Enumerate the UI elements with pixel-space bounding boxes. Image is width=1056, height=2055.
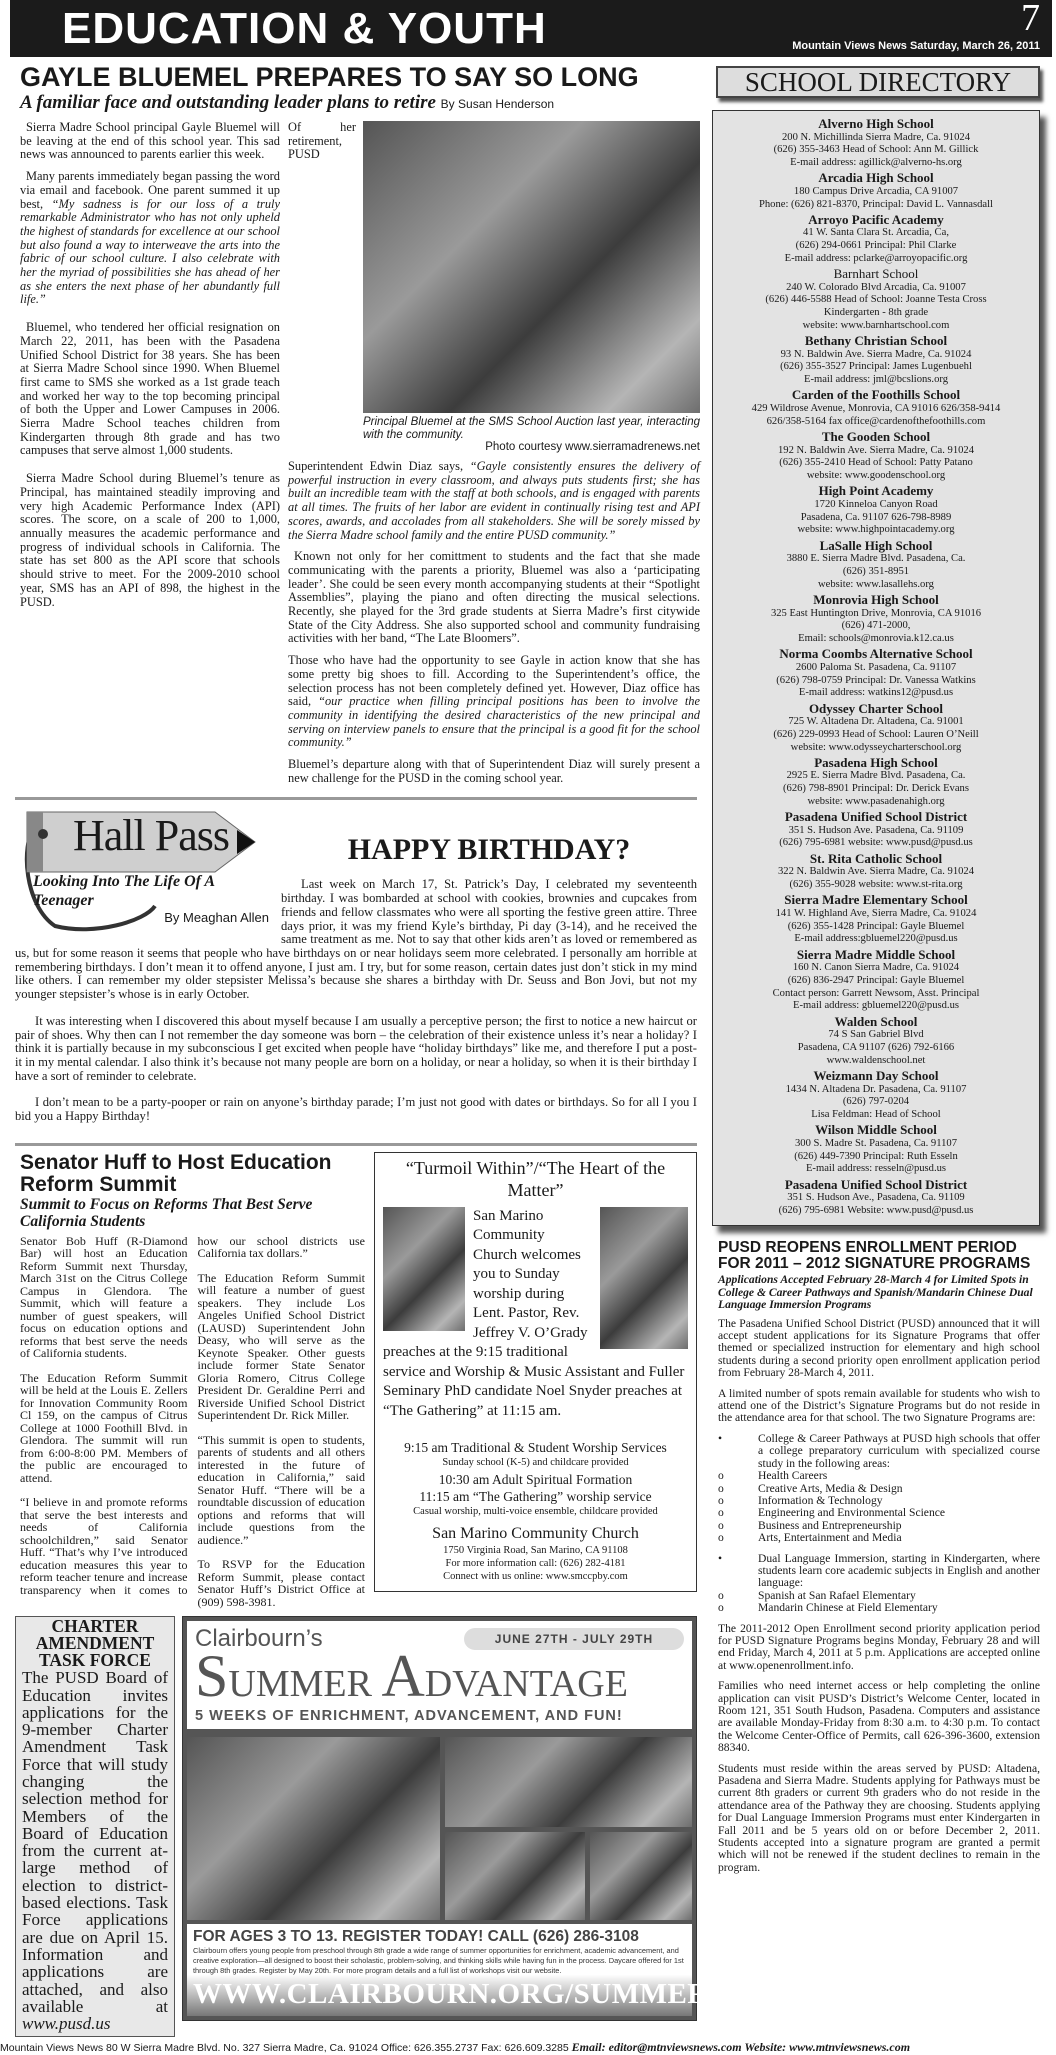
sub-item-text: Business and Entrepreneurship	[758, 1518, 902, 1532]
ad-photos	[187, 1737, 692, 1920]
service-3: 11:15 am “The Gathering” worship service	[419, 1489, 652, 1505]
school-detail: (626) 795-6981 website: www.pusd@pusd.us	[779, 837, 973, 849]
paragraph: The Education Reform Summit will be held at the Louis E. Zellers for Innovation Community Room Cl 159, on the campus of Citrus College at 1000 Foothill Blvd. in Glendora. The summit will run from 6:00-8:00 PM. Members of the public are encouraged to attend.	[20, 1370, 188, 1485]
school-detail: 160 N. Canon Sierra Madre, Ca. 91024	[792, 962, 960, 974]
ad-summer: UMMER	[228, 1663, 372, 1706]
text: Of her retirement, PUSD Superintendent Edwin Diaz says,	[288, 120, 470, 473]
logo-tagline: Looking Into The Life Of A Teenager	[33, 873, 215, 910]
directory-entry	[717, 267, 1035, 332]
paragraph: I don’t mean to be a party-pooper or rain on anyone’s birthday parade; I’m just not good with dates or birthdays. So for all I you I bid you a Happy Birthday!	[15, 1095, 697, 1124]
bullet-text: Dual Language Immersion, starting in Kindergarten, where students learn core academic subjects in English and another language:	[758, 1551, 1040, 1590]
school-detail: (626) 798-8901 Principal: Dr. Derick Evans	[783, 783, 969, 795]
pusd-body	[718, 1318, 1040, 1875]
school-detail: 93 N. Baldwin Ave. Sierra Madre, Ca. 91024	[780, 348, 972, 360]
page-body	[0, 62, 1056, 2037]
school-name: St. Rita Catholic School	[809, 850, 943, 866]
school-detail: (626) 836-2947 Principal: Gayle Bluemel	[787, 974, 965, 986]
ad-description: Clairbourn offers young people from preschool through 8th grade a wide range of summer opportunities for enrichment, academic advancement, and creative exploration—all designed to boost their scholastic, problem-solving, and thinking skills while having fun in the process. Daycare offered for 1st through 8th grades. Register by May 20th. For more program details and a full list of workshops visit our website.	[193, 1946, 684, 1976]
school-detail: 200 N. Michillinda Sierra Madre, Ca. 91024	[781, 131, 970, 143]
paragraph: The Pasadena Unified School District (PUSD) announced that it will accept student applications for its Signature Programs that offer themed or specialized instruction for elementary and high school students during a second priority open enrollment application period from February 28-March 4, 2011.	[718, 1316, 1040, 1380]
school-directory	[712, 110, 1040, 1226]
clairbourn-ad	[182, 1616, 718, 2021]
school-detail: Kindergarten - 8th grade	[823, 307, 929, 319]
directory-entry	[717, 1123, 1035, 1176]
church-name: San Marino Community Church	[432, 1525, 639, 1543]
sub-item-text: Health Careers	[758, 1469, 828, 1483]
lead-column-1	[20, 121, 280, 617]
sub-item-text: Engineering and Environmental Science	[758, 1506, 946, 1520]
directory-entry	[717, 893, 1035, 946]
pathway-areas	[718, 1470, 1040, 1544]
footer-address: Mountain Views News 80 W Sierra Madre Blvd. No. 327 Sierra Madre, Ca. 91024 Office: 626.355.2737 Fax: 626.609.3285	[0, 2042, 572, 2055]
computer-photo	[445, 1737, 692, 1827]
circle-bullet-icon: o	[718, 1469, 724, 1483]
school-name: Wilson Middle School	[815, 1122, 937, 1138]
directory-entry	[717, 1015, 1035, 1068]
directory-entry	[717, 948, 1035, 1013]
paragraph: Sierra Madre School principal Gayle Bluemel will be leaving at the end of this school year. This sad news was announced to parents earlier this week.	[20, 120, 280, 162]
school-name: Alverno High School	[818, 116, 934, 131]
directory-entry	[717, 334, 1035, 387]
directory-entry	[717, 1178, 1035, 1218]
directory-entry	[717, 171, 1035, 211]
huff-subhead: Summit to Focus on Reforms That Best Serve California Students	[20, 1195, 313, 1230]
lead-article	[20, 120, 700, 793]
school-detail: E-mail address:gbluemel220@pusd.us	[794, 933, 958, 945]
kite-photo	[187, 1737, 440, 1920]
quote: “our practice when filling principal positions has been to involve the community in identifying the desired characteristics of the new principal and serving on interview panels to ensure that the principal is a good fit for the school community.”	[288, 694, 700, 750]
birthday-title: HAPPY BIRTHDAY?	[347, 833, 631, 867]
school-detail: (626) 355-9028 website: www.st-rita.org	[789, 879, 963, 891]
text: Many parents immediately began passing the word via email and facebook. One parent summed it up best,	[20, 169, 280, 211]
quote: “My sadness is for our loss of a truly remarkable Administrator who has not only upheld the highest of standards for excellence at our school but also found a way to interweave the arts into the fabric of our school culture. I also celebrate with her the myriad of possibilities she has ahead of her as she enters the next phase of her abundantly full life.”	[20, 196, 280, 307]
school-directory-title: SCHOOL DIRECTORY	[716, 66, 1040, 98]
directory-entry	[717, 852, 1035, 892]
school-detail: 2925 E. Sierra Madre Blvd. Pasadena, Ca.	[786, 770, 966, 782]
school-detail: 325 East Huntington Drive, Monrovia, CA 91016	[770, 607, 982, 619]
school-name: High Point Academy	[818, 483, 934, 499]
huff-article	[20, 1152, 365, 1609]
circle-bullet-icon: o	[718, 1601, 724, 1615]
ad-program-name	[195, 1643, 684, 1710]
school-detail: website: www.odysseycharterschool.org	[790, 741, 962, 753]
school-detail: 322 N. Baldwin Ave. Sierra Madre, Ca. 91024	[777, 866, 975, 878]
ad-header-row	[195, 1625, 684, 1653]
sub-item-text: Information & Technology	[758, 1493, 883, 1507]
school-detail: E-mail address: gbluemel220@pusd.us	[793, 1000, 959, 1012]
school-name: Weizmann Day School	[813, 1067, 939, 1083]
school-detail: 180 Campus Drive Arcadia, CA 91007	[793, 185, 959, 197]
school-name: Barnhart School	[833, 266, 919, 282]
school-name: Sierra Madre Middle School	[796, 946, 956, 962]
school-detail: website: www.barnhartschool.com	[802, 319, 950, 331]
ad-dates: JUNE 27TH - JULY 29TH	[464, 1628, 684, 1650]
paragraph: Known not only for her comittment to students and the fact that she made communicating with the parents a priority, Bluemel was also a ‘participating leader’. She could be seen every month accompanying students at their “Spotlight Assemblies”, playing the piano and often directing the musical selections. Recently, she played for the 3rd grade students at Sierra Madre’s first citywide State of the City Address. She also supported school and community fundraising activities with her band, “The Late Bloomers”.	[288, 549, 700, 646]
directory-entry	[717, 539, 1035, 592]
ad-url[interactable]: WWW.CLAIRBOURN.ORG/SUMMER/	[193, 1978, 718, 2011]
page-number: 7	[1021, 0, 1040, 39]
directory-entry	[717, 213, 1035, 266]
school-name: Arroyo Pacific Academy	[808, 211, 944, 227]
byline: By Susan Henderson	[440, 97, 555, 111]
directory-entry	[717, 647, 1035, 700]
directory-entry	[717, 593, 1035, 646]
ad-big-s: S	[195, 1643, 229, 1710]
huff-row	[15, 1152, 697, 1609]
school-name: Bethany Christian School	[804, 333, 948, 349]
school-detail: Lisa Feldman: Head of School	[811, 1108, 941, 1120]
logo-title: Hall Pass	[73, 811, 229, 861]
school-detail: 3880 E. Sierra Madre Blvd. Pasadena, Ca.	[786, 553, 966, 565]
service-times	[383, 1421, 688, 1583]
directory-entry	[717, 702, 1035, 755]
section-title: EDUCATION & YOUTH	[62, 4, 547, 53]
boy-photo	[590, 1832, 692, 1920]
bottom-row	[15, 1616, 718, 2037]
photo-credit: Photo courtesy www.sierramadrenews.net	[485, 441, 700, 453]
ad-footer	[187, 1924, 718, 2016]
bullet	[718, 1433, 1040, 1470]
school-detail: Pasadena, Ca. 91107 626-798-8989	[800, 511, 952, 523]
quote: “Gayle consistently ensures the delivery of powerful instruction in every classroom, and always puts students first; she has built an incredible team with the staff at both schools, and is engaged with parents at all times. The fruits of her labor are evident in continually rising test and API scores, awards, and accolades from all stakeholders. She will be sorely missed by the Sierra Madre school family and the entire PUSD community.”	[288, 459, 700, 542]
sub-item-text: Mandarin Chinese at Field Elementary	[758, 1601, 938, 1615]
school-detail: E-mail address: pclarke@arroyopacific.org	[784, 252, 968, 264]
masthead	[10, 0, 1052, 57]
school-name: Monrovia High School	[813, 591, 939, 607]
blurb-part-1: San Marino Community Church welcomes you to Sunday worship during Lent. Pastor, Rev. Jeffrey V. O’Grady preaches at the 9:15 traditional	[383, 1207, 588, 1361]
paragraph: Senator Bob Huff (R-Diamond Bar) will host an Education Reform Summit next Thursday, March 31st on the Citrus College Campus in Glendora. The Summit, which will feature a number of guest speakers, will focus on education options and reforms that best serve the needs of California students.	[20, 1233, 188, 1361]
photo-caption: Principal Bluemel at the SMS School Auction last year, interacting with the community.	[363, 416, 700, 441]
lead-subhead	[20, 92, 697, 115]
paragraph: Last week on March 17, St. Patrick’s Day, I celebrated my seventeenth birthday. I was bombarded at school with cookies, brownies and cupcakes from friends and fellow classmates who were all sporting the festive green attire. Three days prior, it was my friend Kyle’s birthday, Pi day (3-14), and he received the same treatment as me. Not to say that other kids aren’t as loved or remembered as us, but for some reason it seems that people who have birthdays on or near holidays seem more celebrated. I personally am horrible at remembering birthdays. I don’t mean it to offend anyone, I just am. I try, but for some reason, certain dates just don’t stick in my mind like others. I can remember my older stepsister Melissa’s because she shares a birthday with Dr. Seuss and Bon Jovi, but not my younger stepsister’s whose is in early October.	[15, 877, 697, 1002]
sub-item	[718, 1470, 1040, 1482]
school-detail: E-mail address: resseln@pusd.us	[805, 1163, 947, 1175]
school-detail: (626) 355-2410 Head of School: Patty Patano	[779, 457, 973, 469]
school-name: Norma Coombs Alternative School	[779, 646, 973, 662]
school-detail: 240 W. Colorado Blvd Arcadia, Ca. 91007	[786, 281, 966, 293]
huff-headline: Senator Huff to Host Education Reform Summit	[20, 1150, 332, 1196]
directory-entry	[717, 1069, 1035, 1122]
service-1-note: Sunday school (K-5) and childcare provided	[442, 1457, 629, 1469]
school-detail: 192 N. Baldwin Ave. Sierra Madre, Ca. 91024	[777, 444, 975, 456]
church-ad	[374, 1152, 697, 1593]
circle-bullet-icon: o	[718, 1588, 724, 1602]
paragraph: It was interesting when I discovered this about myself because I am usually a perceptive person; the first to notice a new haircut or pair of shoes. Why then can I not remember the day someone was born – the celebration of their existence unless it’s near a holiday? I think it is partially because in my subconscious I get excited when people have “holiday birthdays” like me, and therefore I put a post-it in my mental calendar. I also think it’s because not many people are born on a holiday, or near a holiday, so when it is their birthday I have a sort of reminder to celebrate.	[15, 1013, 697, 1083]
service-2: 10:30 am Adult Spiritual Formation	[438, 1472, 633, 1488]
school-name: Pasadena High School	[814, 754, 938, 770]
school-name: Carden of the Foothills School	[791, 387, 961, 403]
subhead-text: A familiar face and outstanding leader plans to retire	[20, 92, 436, 113]
lead-column-2	[288, 121, 700, 793]
church-ad-title: “Turmoil Within”/“The Heart of the Matter”	[405, 1157, 666, 1200]
service-3-note: Casual worship, multi-voice ensemble, childcare provided	[413, 1506, 658, 1518]
school-detail: (626) 798-0759 Principal: Dr. Vanessa Watkins	[776, 674, 976, 686]
paragraph: “I believe in and promote reforms that serve the best interests and needs of California schoolchildren,” said Senator Huff. “That’s why I’ve introduced education measures this year to reform teacher tenure and increase transparency when it comes to how our school districts use California tax dollars.”	[20, 1233, 365, 1597]
school-detail: (626) 294-0661 Principal: Phil Clarke	[795, 240, 957, 252]
school-detail: (626) 446-5588 Head of School: Joanne Testa Cross	[765, 294, 987, 306]
school-name: Arcadia High School	[818, 170, 934, 186]
school-detail: 300 S. Madre St. Pasadena, Ca. 91107	[794, 1137, 958, 1149]
school-detail: website: www.pasadenahigh.org	[807, 795, 945, 807]
directory-entry	[717, 484, 1035, 537]
school-name: Odyssey Charter School	[808, 700, 944, 716]
hall-pass-column	[15, 806, 697, 1138]
paragraph: To RSVP for the Education Reform Summit, please contact Senator Huff’s District Office at (909) 598-3981.	[197, 1557, 365, 1609]
school-detail: Phone: (626) 821-8370, Principal: David L. Vannasdall	[758, 198, 993, 210]
sub-item	[718, 1532, 1040, 1544]
divider	[15, 1143, 697, 1146]
school-detail: (626) 355-1428 Principal: Gayle Bluemel	[787, 920, 965, 932]
issue-date: Mountain Views News Saturday, March 26, 2011	[792, 40, 1040, 52]
school-detail: 41 W. Santa Clara St. Arcadia, Ca,	[803, 227, 949, 239]
circle-bullet-icon: o	[718, 1506, 724, 1520]
church-website[interactable]: Connect with us online: www.smccpby.com	[443, 1571, 628, 1583]
school-detail: 141 W. Highland Ave, Sierra Madre, Ca. 91024	[775, 907, 977, 919]
right-column	[712, 66, 1040, 1882]
left-column	[15, 62, 718, 2037]
school-detail: (626) 351-8951	[842, 565, 910, 577]
sub-item-text: Spanish at San Rafael Elementary	[758, 1588, 916, 1602]
paragraph	[20, 170, 280, 307]
school-detail: website: www.goodenschool.org	[806, 470, 946, 482]
divider	[15, 797, 697, 800]
bullet-icon: •	[718, 1431, 723, 1445]
directory-entry	[717, 810, 1035, 850]
directory-entry	[717, 117, 1035, 170]
paragraph: Sierra Madre School during Bluemel’s tenure as Principal, has maintained steadily improving and very high Academic Performance Index (API) scores. The score, on a scale of 200 to 1,000, annually measures the academic performance and progress of individual schools in California. The state has set 800 as the API score that schools should strive to meet. For the 2009-2010 school year, SMS has an API of 898, the highest in the PUSD.	[20, 471, 280, 609]
photo-block	[363, 121, 700, 454]
circle-bullet-icon: o	[718, 1481, 724, 1495]
school-name: Sierra Madre Elementary School	[784, 892, 968, 908]
paragraph: The 2011-2012 Open Enrollment second priority application period for PUSD Signature Programs begins Monday, February 28 and will end Friday, March 4, 2011 at 5 p.m. Applications are accepted online at www.openenrollment.info.	[718, 1621, 1040, 1672]
language-programs	[718, 1590, 1040, 1615]
paragraph: Bluemel’s departure along with that of Superintendent Diaz will surely present a new challenge for the PUSD in the coming school year.	[288, 757, 700, 785]
bullet	[718, 1553, 1040, 1590]
school-detail: (626) 229-0993 Head of School: Lauren O’Neill	[773, 728, 979, 740]
paragraph: Families who need internet access or help completing the online application can visit PUSD’s District’s Welcome Center, located in Room 121, 351 South Hudson, Pasadena. Computers and assistance are available Monday-Friday from 8:30 a.m. to 4:30 p.m. To contact the Welcome Center-Office of Permits, call 626-396-3600, extension 88340.	[718, 1679, 1040, 1755]
school-detail: 626/358-5164 fax office@cardenofthefoothills.com	[766, 415, 986, 427]
text: Those who have had the opportunity to see Gayle in action know that she has some pretty big shoes to fill. According to the Superintendent’s office, the selection process has not been completely defined yet. However, Diaz office has said,	[288, 653, 700, 709]
sub-item-text: Arts, Entertainment and Media	[758, 1531, 902, 1545]
school-detail: www.waldenschool.net	[826, 1054, 926, 1066]
assistant-photo	[600, 1207, 688, 1349]
bullet-icon: •	[718, 1551, 723, 1565]
column-byline: By Meaghan Allen	[164, 910, 269, 926]
service-1: 9:15 am Traditional & Student Worship Services	[404, 1440, 667, 1456]
lead-headline: GAYLE BLUEMEL PREPARES TO SAY SO LONG	[20, 62, 639, 92]
sub-item	[718, 1602, 1040, 1614]
school-detail: website: www.highpointacademy.org	[797, 524, 955, 536]
school-name: LaSalle High School	[819, 537, 933, 553]
school-detail: Email: schools@monrovia.k12.ca.us	[798, 632, 954, 644]
ad-cta: FOR AGES 3 TO 13. REGISTER TODAY! CALL (626) 286-3108	[193, 1928, 639, 1946]
pusd-enrollment-article	[718, 1240, 1040, 1874]
paragraph: Bluemel, who tendered her official resignation on March 22, 2011, has been with the Pasadena Unified School District for 38 years. She has been at Sierra Madre School since 1990. When Bluemel first came to SMS she worked as a 1st grade teach and worked her way to the top becoming principal of both the Upper and Lower Campuses in 2006. Sierra Madre School teaches children from Kindergarten through 8th grade and has two campuses that serve almost 1,000 students.	[20, 320, 280, 458]
ad-big-a: A	[381, 1643, 425, 1710]
text: The PUSD Board of Education invites applications for the 9-member Charter Amendment Task Force that will study changing the selection method for Members of the Board of Education from the current at-large method of election to district-based elections. Task Force applications are due on April 15. Information and applications are attached, and also available at	[22, 1668, 168, 2016]
pusd-link[interactable]: www.pusd.us	[22, 2014, 111, 2034]
charter-body	[22, 1669, 168, 2032]
school-detail: Pasadena, CA 91107 (626) 792-6166	[797, 1041, 955, 1053]
school-detail: website: www.lasallehs.org	[818, 578, 934, 590]
school-name: The Gooden School	[821, 429, 931, 445]
school-detail: (626) 355-3527 Principal: James Lugenbuehl	[780, 361, 972, 373]
pusd-subhead: Applications Accepted February 28-March 4 for Limited Spots in College & Career Pathways and Spanish/Mandarin Chinese Dual Language Immersion Programs	[718, 1273, 1033, 1312]
directory-entry	[717, 756, 1035, 809]
sub-item-text: Creative Arts, Media & Design	[758, 1481, 903, 1495]
ad-header	[187, 1621, 692, 1729]
pastor-photo	[383, 1207, 465, 1331]
ad-brand: Clairbourn’s	[195, 1625, 323, 1653]
directory-entry	[717, 430, 1035, 483]
school-detail: 74 S San Gabriel Blvd	[828, 1029, 924, 1041]
hall-pass-logo	[15, 806, 273, 936]
blurb-part-2: service and Worship & Music Assistant and Fuller Seminary PhD candidate Noel Snyder preaches at “The Gathering” at 11:15 am.	[383, 1363, 685, 1419]
page-footer	[0, 2041, 1056, 2055]
school-detail: 351 S. Hudson Ave. Pasadena, Ca. 91109	[788, 824, 964, 836]
school-detail: 351 S. Hudson Ave., Pasadena, Ca. 91109	[787, 1192, 965, 1204]
paragraph: Students must reside within the areas served by PUSD: Altadena, Pasadena and Sierra Madre. Students applying for Pathways must be current 8th graders or current 9th graders who do not reside in the attendance area of the Pathway they are choosing. Students applying for Dual Language Immersion Programs must enter Kindergarten in Fall 2011 and be 5 years old on or before December 2, 2011. Students accepted into a signature program are granted a permit which will not be renewed if the student declines to remain in the program.	[718, 1761, 1040, 1874]
school-detail: E-mail address: watkins12@pusd.us	[798, 687, 954, 699]
school-detail: 429 Wildrose Avenue, Monrovia, CA 91016 626/358-9414	[751, 403, 1001, 415]
paragraph: The Education Reform Summit will feature a number of guest speakers. They include Los Angeles Unified School District (LAUSD) Superintendent John Deasy, who will serve as the Keynote Speaker. Other guests include former State Senator Gloria Romero, Citrus College President Dr. Geraldine Perri and Riverside Unified School District Superintendent Dr. Rick Miller.	[197, 1270, 365, 1423]
footer-contact: Email: editor@mtnviewsnews.com Website: www.mtnviewsnews.com	[571, 2040, 911, 2055]
paragraph	[288, 654, 700, 750]
directory-entry	[717, 388, 1035, 428]
circle-bullet-icon: o	[718, 1518, 724, 1532]
charter-task-force-box	[15, 1616, 175, 2037]
ad-advantage: DVANTAGE	[424, 1663, 628, 1706]
sub-item	[718, 1507, 1040, 1519]
bullet-text: College & Career Pathways at PUSD high schools that offer a college preparatory curriculum with specialized course study in the following areas:	[758, 1431, 1040, 1470]
church-address: 1750 Virginia Road, San Marino, CA 91108	[443, 1545, 628, 1557]
school-detail: E-mail address: agillick@alverno-hs.org	[790, 157, 962, 168]
church-phone: For more information call: (626) 282-4181	[445, 1558, 626, 1570]
principal-photo	[363, 121, 700, 413]
ad-tagline: 5 WEEKS OF ENRICHMENT, ADVANCEMENT, AND FUN!	[195, 1708, 623, 1725]
circle-bullet-icon: o	[718, 1531, 724, 1545]
school-detail: (626) 797-0204	[842, 1096, 910, 1108]
school-detail: E-mail address: jml@bcslions.org	[803, 374, 949, 386]
paragraph: A limited number of spots remain available for students who wish to attend one of the District’s Signature Programs but do not reside in the attendance area for that school. The two Signature Programs are:	[718, 1386, 1040, 1425]
school-detail: 725 W. Altadena Dr. Altadena, Ca. 91001	[788, 716, 964, 728]
school-detail: (626) 795-6981 Website: www.pusd@pusd.us	[778, 1204, 974, 1216]
students-photo	[445, 1832, 585, 1920]
school-name: Pasadena Unified School District	[784, 1176, 968, 1192]
huff-body	[20, 1235, 365, 1609]
school-detail: 2600 Paloma St. Pasadena, Ca. 91107	[795, 661, 957, 673]
paragraph: “This summit is open to students, parents of students and all others interested in the future of education in California,” said Senator Huff. “There will be a roundtable discussion of education options and reforms that will include questions from the audience.”	[197, 1432, 365, 1547]
school-detail: (626) 449-7390 Principal: Ruth Esseln	[794, 1150, 958, 1162]
school-name: Walden School	[834, 1013, 918, 1029]
school-name: Pasadena Unified School District	[784, 809, 968, 825]
charter-title: CHARTER AMENDMENT TASK FORCE	[35, 1616, 155, 1671]
school-detail: Contact person: Garrett Newsom, Asst. Principal	[772, 987, 980, 999]
school-detail: 1720 Kinneloa Canyon Road	[814, 498, 938, 510]
school-detail: (626) 471-2000,	[841, 620, 911, 632]
circle-bullet-icon: o	[718, 1493, 724, 1507]
pusd-headline: PUSD REOPENS ENROLLMENT PERIOD FOR 2011 – 2012 SIGNATURE PROGRAMS	[718, 1239, 1031, 1273]
school-detail: (626) 355-3463 Head of School: Ann M. Gillick	[773, 144, 979, 156]
school-detail: 1434 N. Altadena Dr. Pasadena, Ca. 91107	[785, 1083, 967, 1095]
